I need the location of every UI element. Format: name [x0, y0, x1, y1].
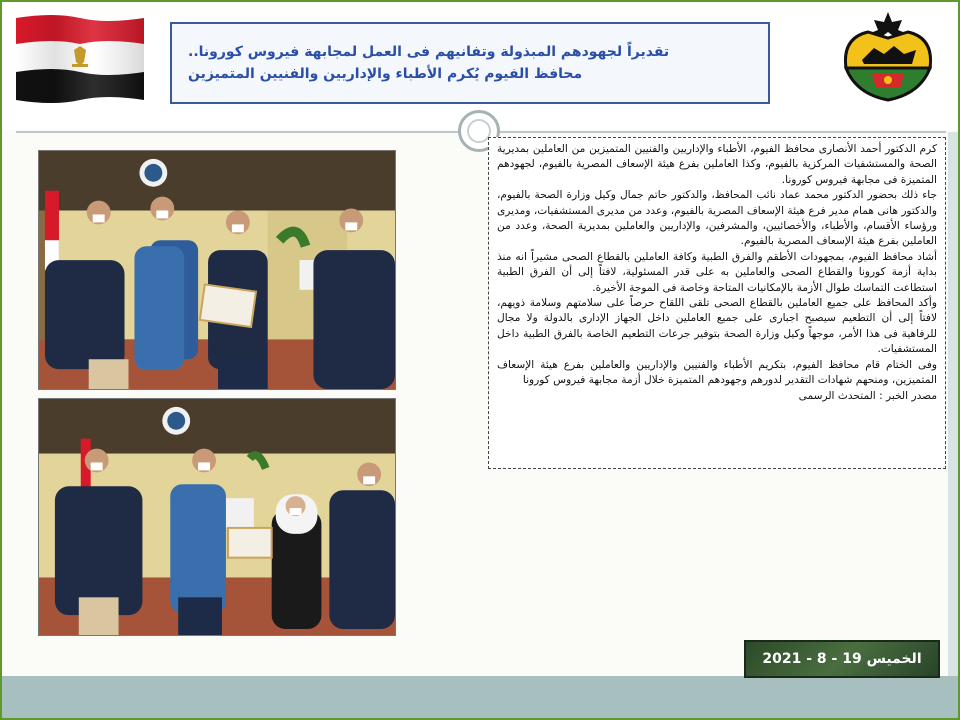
article-paragraph: أشاد محافظ الفيوم، بمجهودات الأطقم والفرق الطبية وكافة العاملين بالقطاع الصحى مشيراً انه منذ بداية أزمة كورونا والقطاع الصحى والعاملين به على قدر المسئولية، لافتاً إلى أن الفرق الطبية استطاعت التماسك طوال الأزمة بالإمكانيات المتاحة وخاصة فى الموجة الأخيرة.	[497, 250, 937, 294]
fayoum-governorate-logo	[832, 8, 944, 104]
date-text: الخميس 19 - 8 - 2021	[762, 651, 922, 667]
photo-ceremony-2	[38, 398, 396, 636]
footer-band	[2, 676, 958, 718]
egypt-flag-icon	[14, 12, 146, 104]
article-paragraph: وأكد المحافظ على جميع العاملين بالقطاع الصحى تلقى اللقاح حرصاً على سلامتهم وسلامة ذويهم، لافتاً إلى أن التطعيم سيصبح اجبارى على جميع العاملين داخل الجهاز الإدارى بالدولة ولا مجال للرفاهية فى هذا الأمر، موجهاً وكيل وزارة الصحة بتوفير جرعات التطعيم الخاصة بالفرق الطبية داخل المستشفيات.	[497, 297, 937, 356]
date-badge	[744, 640, 940, 678]
article-paragraph: وفى الختام قام محافظ الفيوم، بتكريم الأطباء والفنيين والإداريين والعاملين بفرع هيئة الإسعاف المتميزين، ومنحهم شهادات التقدير لدورهم وجهودهم المتميزة خلال أزمة مجابهة فيروس كورونا	[497, 358, 937, 387]
article-paragraph: كرم الدكتور أحمد الأنصارى محافظ الفيوم، الأطباء والإداريين والفنيين المتميزين من العاملين بمديرية الصحة والمستشفيات المركزية بالفيوم، وكذا العاملين بفرع هيئة الإسعاف المصرية بالفيوم، لجهودهم المتميزة فى مجابهة فيروس كورونا.	[497, 143, 937, 186]
headline-line-1: تقديراً لجهودهم المبذولة وتفانيهم فى العمل لمجابهة فيروس كورونا..	[188, 44, 670, 60]
headline-box	[170, 22, 770, 104]
photo-ceremony-1	[38, 150, 396, 390]
right-band	[948, 132, 958, 677]
article-paragraph: جاء ذلك بحضور الدكتور محمد عماد نائب المحافظ، والدكتور حاتم جمال وكيل وزارة الصحة بالفيوم، والدكتور هانى همام مدير فرع هيئة الإسعاف المصرية بالفيوم، وعدد من مديرى المستشفيات، ومديرى ورؤساء الأقسام، والأطباء، والأخصائيين، والمشرفين، والإداريين والعاملين بمديرية الصحة، وعدد من العاملين بفرع هيئة الإسعاف المصرية بالفيوم.	[497, 189, 937, 248]
news-article	[488, 137, 946, 469]
headline-line-2: محافظ الفيوم يُكرم الأطباء والإداريين والفنيين المتميزين	[188, 66, 583, 82]
article-source: مصدر الخبر : المتحدث الرسمى	[798, 389, 937, 402]
